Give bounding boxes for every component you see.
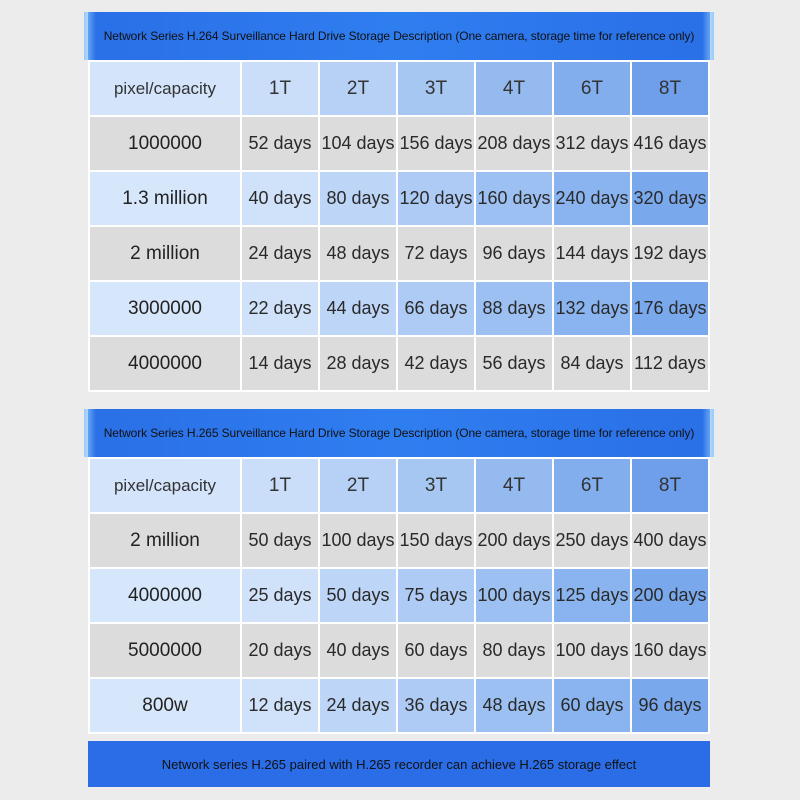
table-cell: 156 days: [398, 117, 474, 170]
table-cell: 60 days: [554, 679, 630, 732]
header-capacity-8t: 8T: [632, 62, 708, 115]
table-cell: 100 days: [476, 569, 552, 622]
header-capacity-3t: 3T: [398, 459, 474, 512]
table-cell: 192 days: [632, 227, 708, 280]
table-cell: 36 days: [398, 679, 474, 732]
h265-banner: [88, 409, 710, 457]
header-row: [90, 459, 708, 512]
row-label: 2 million: [90, 514, 240, 567]
row-label: 1.3 million: [90, 172, 240, 225]
table-cell: 176 days: [632, 282, 708, 335]
table-cell: 144 days: [554, 227, 630, 280]
table-cell: 125 days: [554, 569, 630, 622]
table-cell: 320 days: [632, 172, 708, 225]
row-label: 1000000: [90, 117, 240, 170]
table-cell: 100 days: [554, 624, 630, 677]
h264-section: [88, 12, 710, 392]
table-cell: 150 days: [398, 514, 474, 567]
table-cell: 400 days: [632, 514, 708, 567]
table-cell: 40 days: [242, 172, 318, 225]
table-cell: 96 days: [476, 227, 552, 280]
table-cell: 96 days: [632, 679, 708, 732]
table-cell: 56 days: [476, 337, 552, 390]
table-row: [90, 172, 708, 225]
header-capacity-1t: 1T: [242, 459, 318, 512]
table-cell: 160 days: [476, 172, 552, 225]
table-row: [90, 337, 708, 390]
row-label: 800w: [90, 679, 240, 732]
table-cell: 40 days: [320, 624, 396, 677]
table-cell: 24 days: [242, 227, 318, 280]
table-cell: 20 days: [242, 624, 318, 677]
table-row: [90, 569, 708, 622]
h265-section: [88, 409, 710, 734]
row-label: 4000000: [90, 569, 240, 622]
table-cell: 80 days: [476, 624, 552, 677]
table-cell: 50 days: [320, 569, 396, 622]
table-cell: 100 days: [320, 514, 396, 567]
table-cell: 208 days: [476, 117, 552, 170]
table-cell: 75 days: [398, 569, 474, 622]
table-cell: 50 days: [242, 514, 318, 567]
table-cell: 312 days: [554, 117, 630, 170]
h264-storage-table: [88, 60, 710, 392]
header-capacity-3t: 3T: [398, 62, 474, 115]
header-capacity-6t: 6T: [554, 62, 630, 115]
header-pixel-capacity: pixel/capacity: [90, 62, 240, 115]
table-row: [90, 679, 708, 732]
table-cell: 24 days: [320, 679, 396, 732]
header-capacity-8t: 8T: [632, 459, 708, 512]
table-row: [90, 117, 708, 170]
table-cell: 42 days: [398, 337, 474, 390]
table-cell: 14 days: [242, 337, 318, 390]
table-cell: 48 days: [320, 227, 396, 280]
header-capacity-2t: 2T: [320, 459, 396, 512]
table-cell: 240 days: [554, 172, 630, 225]
table-cell: 44 days: [320, 282, 396, 335]
header-capacity-4t: 4T: [476, 62, 552, 115]
table-cell: 88 days: [476, 282, 552, 335]
header-pixel-capacity: pixel/capacity: [90, 459, 240, 512]
row-label: 2 million: [90, 227, 240, 280]
table-cell: 200 days: [632, 569, 708, 622]
table-cell: 12 days: [242, 679, 318, 732]
header-capacity-6t: 6T: [554, 459, 630, 512]
table-cell: 22 days: [242, 282, 318, 335]
table-cell: 80 days: [320, 172, 396, 225]
table-row: [90, 514, 708, 567]
table-row: [90, 227, 708, 280]
table-row: [90, 624, 708, 677]
table-cell: 104 days: [320, 117, 396, 170]
table-row: [90, 282, 708, 335]
table-cell: 160 days: [632, 624, 708, 677]
table-cell: 250 days: [554, 514, 630, 567]
table-cell: 120 days: [398, 172, 474, 225]
footer-text: Network series H.265 paired with H.265 recorder can achieve H.265 storage effect: [161, 756, 637, 772]
h265-banner-text: Network Series H.265 Surveillance Hard Drive Storage Description (One camera, storage time for reference only): [103, 426, 695, 440]
row-label: 3000000: [90, 282, 240, 335]
h264-banner-text: Network Series H.264 Surveillance Hard Drive Storage Description (One camera, storage time for reference only): [103, 29, 695, 43]
h265-storage-table: [88, 457, 710, 734]
header-capacity-2t: 2T: [320, 62, 396, 115]
footer-banner: [88, 741, 710, 787]
table-cell: 48 days: [476, 679, 552, 732]
row-label: 4000000: [90, 337, 240, 390]
table-cell: 60 days: [398, 624, 474, 677]
header-capacity-4t: 4T: [476, 459, 552, 512]
h264-banner: [88, 12, 710, 60]
row-label: 5000000: [90, 624, 240, 677]
header-capacity-1t: 1T: [242, 62, 318, 115]
table-cell: 72 days: [398, 227, 474, 280]
table-cell: 132 days: [554, 282, 630, 335]
table-cell: 84 days: [554, 337, 630, 390]
table-cell: 66 days: [398, 282, 474, 335]
table-cell: 52 days: [242, 117, 318, 170]
table-cell: 28 days: [320, 337, 396, 390]
table-cell: 416 days: [632, 117, 708, 170]
table-cell: 25 days: [242, 569, 318, 622]
header-row: [90, 62, 708, 115]
table-cell: 200 days: [476, 514, 552, 567]
table-cell: 112 days: [632, 337, 708, 390]
